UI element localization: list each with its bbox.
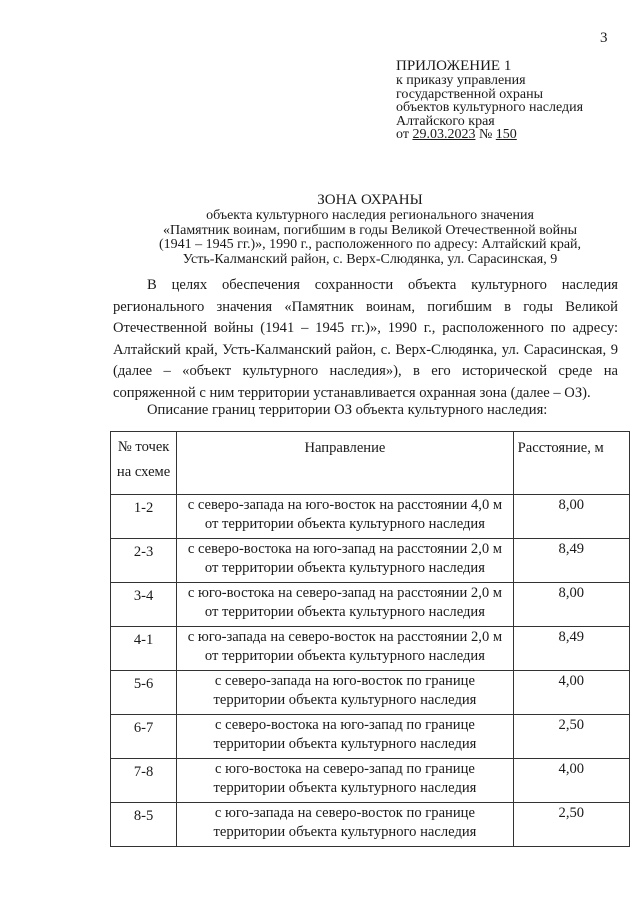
direction-line: с северо-запада на юго-восток на расстоянии 4,0 м [187, 497, 503, 513]
table-row [111, 715, 630, 759]
cell-direction [177, 759, 513, 803]
cell-direction [177, 583, 513, 627]
cell-distance: 4,00 [513, 759, 629, 803]
direction-line: от территории объекта культурного наследия [204, 560, 485, 576]
table-row [111, 627, 630, 671]
direction-line: с юго-запада на северо-восток на расстоянии 2,0 м [187, 629, 503, 645]
cell-distance: 8,49 [513, 539, 629, 583]
boundaries-table [110, 431, 630, 847]
cell-points: 6-7 [111, 715, 177, 759]
direction-line: от территории объекта культурного наследия [204, 604, 485, 620]
direction-line: с юго-востока на северо-запад по границе [215, 761, 475, 777]
direction-line: с северо-востока на юго-запад по границе [215, 717, 475, 733]
body-paragraph: В целях обеспечения сохранности объекта культурного наследия регионального значения «Памятник воинам, погибшим в годы Великой Отечественной войны (1941 – 1945 гг.)», 1990 г., расположенного по адресу: Алтайский край, Усть-Калманский район, с. Верх-Слюдянка, ул. Сарасинская, 9 (далее – «объект культурного наследия»), в его исторической среде на сопряженной с ним территории устанавливается охранная зона (далее – ОЗ). [113, 277, 618, 401]
table-row [111, 671, 630, 715]
cell-direction [177, 495, 513, 539]
cell-points: 5-6 [111, 671, 177, 715]
header-points: № точек на схеме [111, 432, 177, 495]
table-row [111, 539, 630, 583]
table-row [111, 803, 630, 847]
cell-points: 3-4 [111, 583, 177, 627]
zone-header [100, 192, 640, 267]
cell-distance: 8,00 [513, 583, 629, 627]
table-row [111, 759, 630, 803]
appendix-line: государственной охраны [396, 86, 544, 102]
page-number: 3 [600, 30, 608, 46]
cell-distance: 8,49 [513, 627, 629, 671]
cell-points: 1-2 [111, 495, 177, 539]
direction-line: территории объекта культурного наследия [213, 692, 477, 708]
cell-points: 7-8 [111, 759, 177, 803]
appendix-date-line [396, 128, 583, 142]
zone-subtitle-line: (1941 – 1945 гг.)», 1990 г., расположенного по адресу: Алтайский край, [158, 237, 582, 252]
zone-subtitle-line: «Памятник воинам, погибшим в годы Великой Отечественной войны [163, 222, 577, 238]
header-distance: Расстояние, м [513, 432, 629, 495]
direction-line: территории объекта культурного наследия [213, 780, 477, 796]
cell-direction [177, 627, 513, 671]
cell-points: 8-5 [111, 803, 177, 847]
zone-subtitle-line: объекта культурного наследия регионального значения [206, 208, 534, 223]
appendix-line: к приказу управления [396, 73, 526, 88]
zone-title: ЗОНА ОХРАНЫ [317, 192, 423, 208]
table-row [111, 583, 630, 627]
direction-line: от территории объекта культурного наследия [204, 648, 485, 664]
direction-line: территории объекта культурного наследия [213, 736, 477, 752]
direction-line: территории объекта культурного наследия [213, 824, 477, 840]
cell-points: 2-3 [111, 539, 177, 583]
cell-direction [177, 539, 513, 583]
cell-distance: 8,00 [513, 495, 629, 539]
appendix-block [396, 58, 583, 142]
cell-direction [177, 715, 513, 759]
cell-distance: 2,50 [513, 715, 629, 759]
cell-direction [177, 803, 513, 847]
appendix-line: объектов культурного наследия [396, 100, 584, 115]
appendix-title: ПРИЛОЖЕНИЕ 1 [396, 58, 512, 74]
direction-line: с северо-запада на юго-восток по границе [214, 673, 475, 689]
header-direction: Направление [177, 432, 513, 495]
table-row [111, 495, 630, 539]
cell-direction [177, 671, 513, 715]
table-caption: Описание границ территории ОЗ объекта культурного наследия: [147, 402, 548, 418]
direction-line: с северо-востока на юго-запад на расстоянии 2,0 м [187, 541, 503, 557]
number-prefix: № [475, 127, 496, 142]
direction-line: с юго-востока на северо-запад на расстоянии 2,0 м [187, 585, 503, 601]
cell-points: 4-1 [111, 627, 177, 671]
appendix-line: Алтайского края [396, 113, 495, 129]
order-date: 29.03.2023 [412, 127, 476, 142]
direction-line: от территории объекта культурного наследия [204, 516, 485, 532]
zone-subtitle-line: Усть-Калманский район, с. Верх-Слюдянка, ул. Сарасинская, 9 [182, 251, 558, 267]
direction-line: с юго-запада на северо-восток по границе [214, 805, 475, 821]
order-number: 150 [495, 127, 517, 142]
date-prefix: от [396, 127, 413, 142]
cell-distance: 2,50 [513, 803, 629, 847]
table-header-row [111, 432, 630, 495]
cell-distance: 4,00 [513, 671, 629, 715]
